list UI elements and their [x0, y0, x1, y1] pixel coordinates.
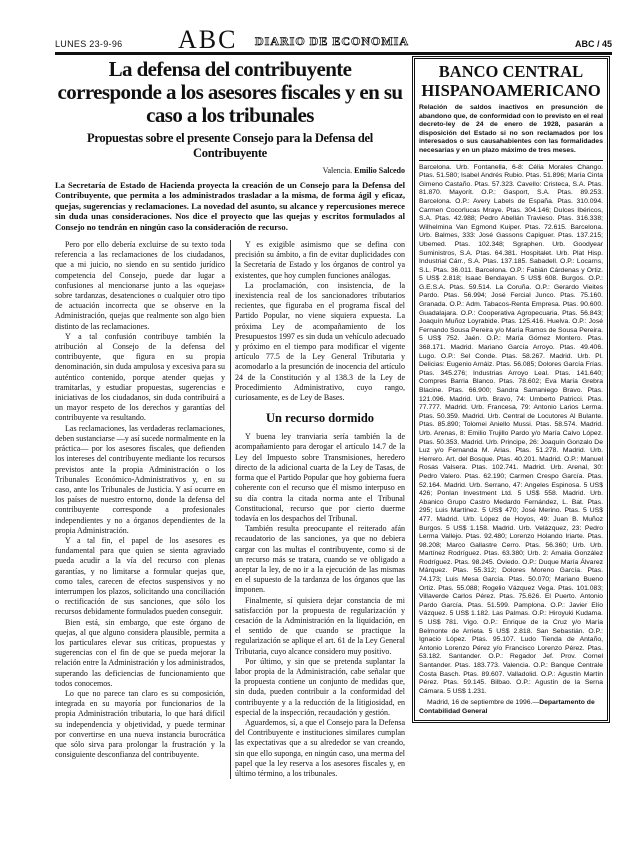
paragraph: Y es exigible asimismo que se defina con precisión su ámbito, a fin de evitar duplicidades con la Secretaría de Estado y los órganos de control ya existentes, que hoy cumplen funciones análogas. [235, 240, 405, 280]
article [55, 58, 405, 779]
notice-footer [419, 699, 603, 716]
notice-entries [419, 164, 603, 697]
notice-entry: Guadalajara. O.P.: Cooperativa Agropecuaria. Ptas. 56.843; Joaquín Muñoz Loyrabide. Ptas. 125.416. [419, 309, 603, 326]
notice-entry: Madrid. Urb. Central de Locutores Al Bulante. Ptas. 85.890; Tolomei Aniello Mussi. Ptas. 58.574. [419, 412, 604, 429]
notice-entry: Madrid. Urb. Arenal, 30: Pedro Valero. Ptas. 62.190; Carmen Crespo García. Ptas. 52.164. [419, 464, 604, 489]
notice-entry: Hospitalet. Urb. Plat Hisp. Industrial Cárr., S.A. Ptas. 137.185. [419, 249, 604, 266]
notice-entry: Carmen Cocorlucas Mraye. Ptas. 304.146; Dulces Ibéricos, S.A. Ptas. 42.988; Pedro Abellán Travieso. Ptas. 316.338; Wilhelmina Van Egmond Kuiper. Ptas. 72.615. [419, 206, 603, 231]
byline [55, 166, 405, 176]
byline-author: Emilio Salcedo [354, 166, 405, 175]
notice-entry: Madrid. Urb. Principe, 26: Joaquín Gonzalo De Luz y/o Fernanda M. Arias. Ptas. 51.278. [419, 438, 603, 455]
notice-entry: Jaén. O.P.: María Gómez Montero. Ptas. 368.171. [419, 335, 603, 352]
notice-footer-date: Madrid, 16 de septiembre de 1996.— [427, 699, 540, 707]
notice-entry: Madrid. Urb. Pl. Delicias: Eugenio Arnáiz. Ptas. 56.085; Dolores García Frías. Ptas. 345.276; Industrias Arroyo Leal. Ptas. 141.640; Compres Barria Blanco. Ptas. 78.602; Eva María Grebra Blacine. Ptas. 66.900; Sandra Samaniego Bravo. Ptas. 121.096. [419, 352, 604, 403]
notice-entry: Oviedo. O.P.: Duque María Álvarez Márquez. Ptas. 55.312; Dolores Moreno García. Ptas. 74.173; Luis Mesa García. Ptas. 50.070; Mariano Bueno Ortiz. Ptas. 55.088; Rogelio Vázquez Vega. Ptas. 101.083; Villaverde Carlos Pérez. Ptas. 75.626. [419, 558, 604, 601]
headline: La defensa del contribuyente corresponde a los asesores fiscales y en su caso a los tribunales [57, 57, 403, 127]
article-body [55, 240, 405, 779]
notice-entry: Ludo Tienda de Antaño, Antonio Lorenzo Pérez y/o Francisco Lorenzo Pérez. Ptas. 53.182. [419, 636, 604, 661]
notice-entry: Huelva. O.P.: José Fernando Sousa Pereira y/o María Ramos de Sousa Pereira. 5 US$ 752. [419, 318, 604, 343]
section-title: DIARIO DE ECONOMIA [255, 34, 410, 48]
notice-entry: Barcelona. O.P.: Avery Labels de España. Ptas. 310.094. [419, 197, 603, 205]
notice-entry: Vigo. O.P.: Enrique de la Cruz y/o María Belmonte de Arrieta. 5 US$ 2.818. [419, 619, 603, 635]
page-header [55, 25, 612, 55]
paragraph: La proclamación, con insistencia, de la inexistencia real de los sancionadores tributarios recientes, que figuraba en el programa fiscal del Partido Popular, no viene siquiera expuesta. La próxima Ley de acompañamiento de los Presupuestos 1997 es sin duda un vehículo adecuado y próximo en el tiempo para modificar el vigente artículo 77.5 de la Ley General Tributaria y acomodarlo a la presunción de inocencia del artículo 24 de la Constitución y al 138.3 de la Ley de Procedimiento Administrativo, cuyo rango, curiosamente, es de Ley de Bases. [235, 280, 405, 403]
paragraph: Y a tal fin, el papel de los asesores es fundamental para que quien se sienta agraviado pueda acudir a la vía del recurso con plenas garantías, y no limitarse a formular quejas que, como tales, carecen de efectos suspensivos y no interrumpen los plazos, solicitando una conciliación o rectificación de sus sanciones, que sólo los recursos debidamente formulados pueden conseguir. [55, 535, 225, 617]
notice-entry: Mayorít. O.P.: Gasport, S.A. Ptas. 89.253. [449, 189, 603, 197]
notice-entry: Cavello: Cristeca, S.A. Ptas. 81.870. [419, 180, 604, 197]
paragraph: Finalmente, sí quisiera dejar constancia de mi satisfacción por la propuesta de regularización y cesación de la Administración en la liquidación, en el sentido de que cuando se practique la regularización se aplique el art. 61 de la Ley General Tributaria, cuyo alcance considero muy positivo. [235, 595, 405, 656]
notice-entry: Las Palmas. O.P.: Hiroyuki Kudama. 5 US$ 781. [419, 610, 603, 627]
notice-entry: Granada. O.P.: Adm. Tabacos-Renta Empresa. Ptas. 90.600. [419, 301, 603, 309]
interheading: Un recurso dormido [265, 411, 375, 426]
notice-entry: Madrid. Urb. Arenas, 8: Emilio Trujillo Pardo y/o María Calvo López. Ptas. 50.353. [419, 421, 603, 446]
paragraph: Lo que no parece tan claro es su composición, integrada en su mayoría por funcionarios de la propia Administración tributaria, lo que hará difícil su independencia y objetividad, y puede terminar por convertirse en una nueva instancia burocrática que sólo sirva para prolongar la frustración y la consiguiente desconfianza del contribuyente. [55, 688, 225, 760]
notice-entry: Santander. O.P.: Regador Jef. Prov. Cornel Santander. Ptas. 183.773. [419, 653, 603, 669]
notice-entry: Barcelona. O.P.: Fabián Cárdenas y Ortiz. 5 US$ 2.818; Isaac Bendayan. 5 US$ 608. [419, 266, 604, 283]
notice-entry: El Puerto. Antonio Pardo García. Ptas. 51.599. [419, 593, 604, 609]
notice-entry: Bilbao. O.P.: Agustín de la Serna Cámara. 5 US$ 1.231. [419, 679, 603, 695]
paragraph: Y buena ley tranviaria sería también la de acompañamiento para derogar el artículo 14.7 de la Ley del Impuesto sobre Transmisiones, heredero directo de la adicional cuarta de la Ley de Tasas, de forma que el Partido Popular que hoy gobierna fuera coherente con el recurso que él mismo interpuso en su día contra la citada norma ante el Tribunal Constitucional, recurso que por cierto duerme todavía en los despachos del Tribunal. [235, 432, 405, 523]
notice-entry: Madrid. Urb. Serrano, 47: Angeles Espinosa. 5 US$ 426; Ponlan Investment Ltd. 5 US$ 558. [419, 481, 603, 498]
byline-place: Valencia. [322, 166, 353, 175]
column-2-bottom [235, 432, 405, 779]
notice-entry: San Sebastián. O.P.: Ignacio López. Ptas. 95.107. [419, 627, 603, 644]
notice-entry: Madrid. Mariano García Arroyo. Ptas. 49.406. [450, 344, 604, 352]
paragraph: Pero por ello debería excluirse de su texto toda referencia a las reclamaciones de los ciudadanos, que a mi juicio, no siendo en su sentido jurídico competencia del Consejo, puede dar lugar a confusiones al mencionarse junto a las «quejas» sobre tardanzas, desatenciones o cualquier otro tipo de actuación incorrecta que se observe en la Administración, quejas que realmente son algo bien distinto de las reclamaciones. [55, 240, 225, 331]
notice-entry: Madrid. Urb. Francesa, 79: Antonio Larios Lerma. Ptas. 50.359. [419, 404, 603, 420]
notice-entry: Madrid. Urb. Bravo, 74: Umberto Patricci. Ptas. 77.777. [419, 395, 603, 412]
notice-entry: La Coruña. O.P.: Gerardo Vieites Pardo. Ptas. 56.994; José Fercial Junco. Ptas. 75.160. [419, 283, 604, 300]
article-intro: La Secretaría de Estado de Hacienda proyecta la creación de un Consejo para la Defensa del Contribuyente, que permita a los administrados trasladar a la misma, de forma ágil y eficaz, quejas, sugerencias y reclamaciones. La novedad del asunto, su alcance y repercusiones merece sin duda unas consideraciones. Nos dice el proyecto que las quejas y escritos formulados al Consejo no tendrán en ningún caso la consideración de recurso. [55, 180, 405, 232]
bank-notice-box [412, 56, 610, 723]
notice-entry: Barcelona. Urb. Fontanella, 6-8: Célia Morales Chango. Ptas. 51.580; Isabel Andrés Rubio. Ptas. 51.896; María Cinta Gimeno Castaño. Ptas. 57.323. [419, 163, 603, 188]
notice-entry: Valladolid. O.P.: Agustín Martín Pérez. Ptas. 59.145. [419, 670, 603, 687]
notice-entry: Barcelona. Urb. Balmes, 333: José Gassons Capiguer. Ptas. 137.215; Ubemed. Ptas. 102.348; Sgraphen. Urb. Goodyear Suministros, S.A. Ptas. 64.381. [419, 223, 603, 257]
notice-intro: Relación de saldos inactivos en presunción de abandono que, de conformidad con lo previsto en el real decreto-ley de 24 de enero de 1928, pasarán a disposición del Estado si no son reclamados por los interesados o sus causahabientes con las formalidades necesarias y en un plazo máximo de tres meses. [419, 104, 603, 161]
notice-entry: Madrid. Urb. Abanico Grupo Castro Medardo Fernández, L. Bat. Ptas. 295; Luis Martínez. 5 US$ 470; José Merino. Ptas. 5 US$ 477. [419, 490, 603, 523]
notice-title: BANCO CENTRAL HISPANOAMERICANO [421, 62, 601, 100]
paragraph: También resulta preocupante el reiterado afán recaudatorio de las sanciones, ya que no debiera cargar con las multas el contribuyente, como si de un recurso más se tratara, cuando se ve obligado a aceptar la ley, de no ir a la ejecución de las mismas en el supuesto de la tardanza de los órganos que las imponen. [235, 524, 405, 595]
notice-entry: Madrid. Urb. Herrero. Art. del Bosque. Ptas. 40.201. [419, 447, 604, 463]
paragraph: Aguardemos, sí, a que el Consejo para la Defensa del Contribuyente e instituciones similares cumplan las expectativas que a su alrededor se van creando, sin que ello suponga, en ningún caso, una merma del papel que la ley reserva a los asesores fiscales y, en último término, a los tribunales. [235, 717, 405, 778]
abc-logo: ABC [178, 25, 238, 54]
notice-entry: Valencia. O.P.: Banque Centrale Costa Basch. Ptas. 89.607. [419, 662, 604, 678]
notice-entry: Lugo. O.P.: Sel Conde. Ptas. 58.267. [419, 352, 545, 360]
paragraph: Y a tal confusión contribuye también la atribución al Consejo de la defensa del contribuyente, que figura en su propia denominación, sin duda ampulosa y excesiva para su auténtico contenido, porque atender quejas y tramitarlas, y estudiar propuestas, sugerencias e iniciativas de los ciudadanos, sin duda contribuirá a un mayor respeto de los derechos y garantías del contribuyente va resultando. [55, 331, 225, 423]
notice-entry: Madrid. Urb. Velázquez, 23: Pedro Lerma Vallejo. Ptas. 92.480; Lorenzo Holando Iriarte. Ptas. 98.208; Marco Gallastre Cerro. Ptas. 56.360; Urb. Urb. Martínez Rodríguez. Ptas. 63.380; Urb. 2: Amalia González Rodríguez. Ptas. 98.245. [419, 524, 603, 566]
notice-entry: Madrid. O.P.: Manuel Rosas Valsera. Ptas. 102.741. [419, 455, 604, 472]
paragraph: Por último, y sin que se pretenda suplantar la labor propia de la Administración, cabe señalar que la propuesta contiene un conjunto de medidas que, sin duda, pueden contribuir a la conformidad del contribuyente y a la reducción de la litigiosidad, en especial de la inspección, recaudación y gestión. [235, 656, 405, 717]
notice-footer-dept: Departamento de Contabilidad General [419, 699, 595, 715]
paragraph: Bien está, sin embargo, que este órgano de quejas, al que alguno considera plausible, permita a los particulares elevar sus críticas, propuestas y sugerencias con el fin de que se pueda mejorar la relación entre la Administración y los administrados, superando las deficiencias de funcionamiento que todos conocemos. [55, 617, 225, 688]
issue-date: LUNES 23-9-96 [55, 39, 123, 49]
notice-entry: Pamplona. O.P.: Javier Elío Vázquez. 5 US$ 1.182. [419, 601, 603, 618]
paragraph: Las reclamaciones, las verdaderas reclamaciones, deben sustanciarse —y así sucede normalmente en la práctica— por los asesores fiscales, que defienden los intereses del contribuyente mediante los recursos previstos ante la propia Administración o los Tribunales Económico-Administrativos y, en su caso, ante los Tribunales de Justicia. Y así ocurre en los países de nuestro entorno, donde la defensa del contribuyente corresponde a profesionales independientes y no a órganos dependientes de la propia Administración. [55, 423, 225, 535]
subheadline: Propuestas sobre el presente Consejo para la Defensa del Contribuyente [87, 131, 373, 160]
column-2-top [235, 281, 405, 403]
notice-entry: Madrid. Urb. López de Hoyos, 49: Juan B. Muñoz Burgos. 5 US$ 1.158. [419, 515, 604, 532]
page-number: ABC / 45 [574, 39, 612, 49]
notice-entry: Burgos. O.P.: G.E.S.A. Ptas. 59.514. [419, 275, 603, 291]
notice-entry: Sabadell. O.P.: Locarns, S.L. Ptas. 36.011. [419, 258, 603, 274]
